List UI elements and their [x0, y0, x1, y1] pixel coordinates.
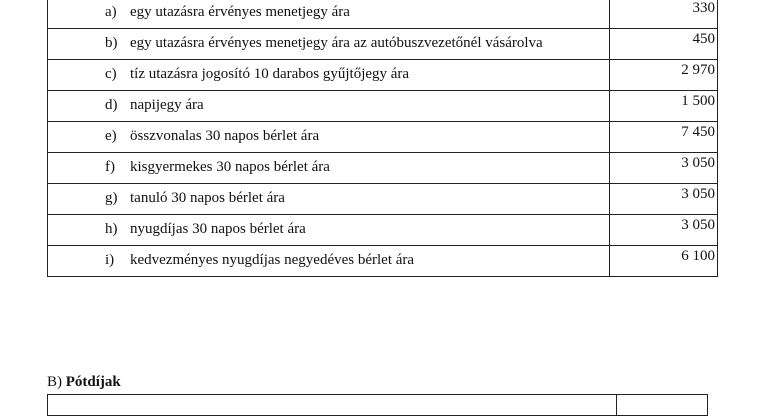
row-description: tanuló 30 napos bérlet ára — [130, 190, 285, 206]
row-price: 3 050 — [610, 184, 718, 215]
row-price: 330 — [610, 0, 718, 29]
table-row — [48, 184, 718, 215]
table-row — [48, 29, 718, 60]
row-letter: a) — [105, 4, 117, 20]
table-row — [48, 91, 718, 122]
table-row — [48, 122, 718, 153]
surcharge-table — [47, 394, 708, 416]
row-description: napijegy ára — [130, 97, 204, 113]
fare-price-table — [47, 0, 718, 277]
row-label-cell — [48, 153, 610, 184]
row-price: 3 050 — [610, 215, 718, 246]
row-label-cell — [48, 0, 610, 29]
row-label-cell — [48, 122, 610, 153]
row-price: 3 050 — [610, 153, 718, 184]
row-description: összvonalas 30 napos bérlet ára — [130, 128, 320, 144]
row-price: 6 100 — [610, 246, 718, 277]
row-description: egy utazásra érvényes menetjegy ára — [130, 4, 350, 20]
row-description: tíz utazásra jogosító 10 darabos gyűjtőjegy ára — [130, 66, 410, 82]
row-label-cell — [48, 215, 610, 246]
row-price: 450 — [610, 29, 718, 60]
row-label-cell — [48, 246, 610, 277]
row-letter: d) — [105, 97, 118, 113]
surcharge-value-cell — [617, 395, 708, 416]
row-label-cell — [48, 60, 610, 91]
row-price: 7 450 — [610, 122, 718, 153]
row-letter: c) — [105, 66, 117, 82]
row-letter: b) — [105, 35, 118, 51]
section-title: Pótdíjak — [65, 374, 121, 390]
row-description: egy utazásra érvényes menetjegy ára az autóbuszvezetőnél vásárolva — [130, 35, 543, 51]
table-row — [48, 60, 718, 91]
row-letter: i) — [105, 252, 115, 268]
row-letter: e) — [105, 128, 117, 144]
table-row — [48, 0, 718, 29]
row-letter: h) — [105, 221, 118, 237]
row-description: kisgyermekes 30 napos bérlet ára — [130, 159, 330, 175]
table-row — [48, 215, 718, 246]
row-description: nyugdíjas 30 napos bérlet ára — [130, 221, 306, 237]
row-description: kedvezményes nyugdíjas negyedéves bérlet ára — [130, 252, 415, 268]
row-letter: f) — [105, 159, 115, 175]
table-row — [48, 395, 708, 416]
row-price: 2 970 — [610, 60, 718, 91]
section-heading — [47, 374, 121, 391]
surcharge-label-cell — [48, 395, 617, 416]
row-label-cell — [48, 91, 610, 122]
table-row — [48, 153, 718, 184]
row-label-cell — [48, 184, 610, 215]
row-letter: g) — [105, 190, 118, 206]
table-row — [48, 246, 718, 277]
row-price: 1 500 — [610, 91, 718, 122]
section-marker: B) — [47, 374, 62, 390]
row-label-cell — [48, 29, 610, 60]
